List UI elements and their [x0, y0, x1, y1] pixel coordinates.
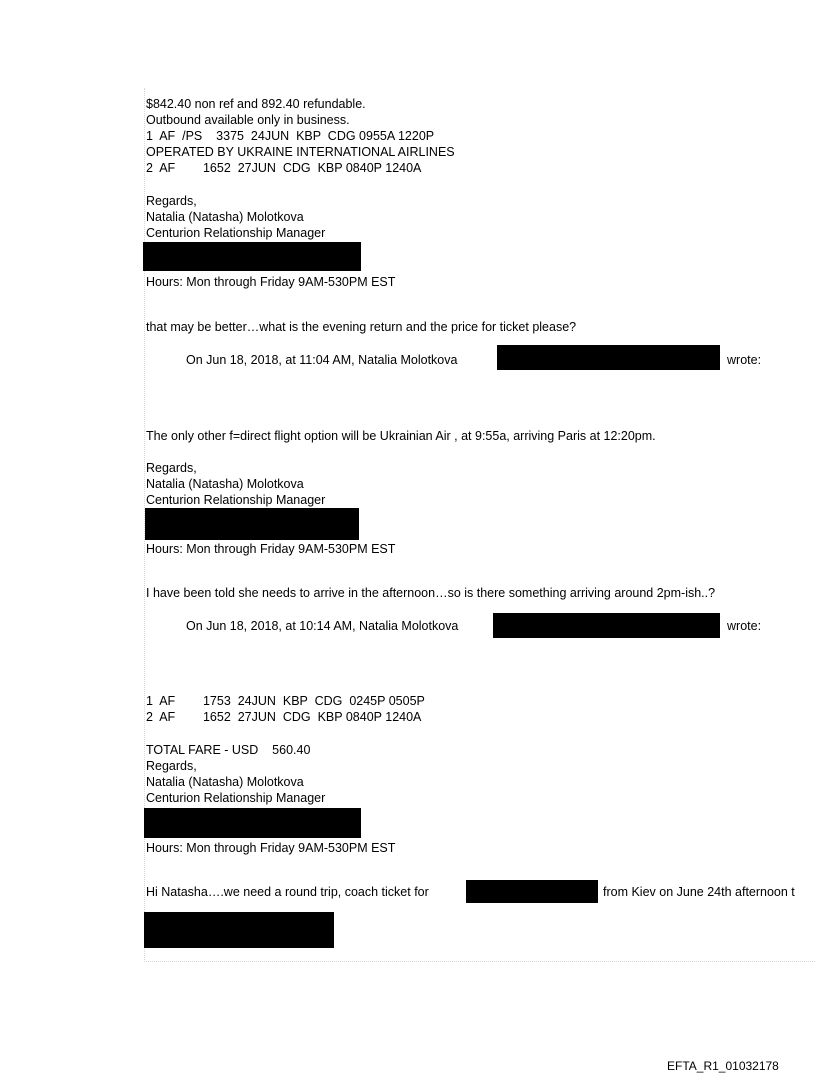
operated-by-line: OPERATED BY UKRAINE INTERNATIONAL AIRLINES: [146, 145, 455, 159]
availability-line: Outbound available only in business.: [146, 113, 350, 127]
quote-header-wrote: wrote:: [727, 353, 762, 367]
original-message-start: Hi Natasha….we need a round trip, coach ticket for: [146, 885, 429, 899]
redaction-box: [497, 345, 720, 370]
itinerary-line: 2 AF 1652 27JUN CDG KBP 0840P 1240A: [146, 161, 422, 175]
fare-line: $842.40 non ref and 892.40 refundable.: [146, 97, 366, 111]
signature-title: Centurion Relationship Manager: [146, 493, 326, 507]
signature-name: Natalia (Natasha) Molotkova: [146, 210, 304, 224]
signature-hours: Hours: Mon through Friday 9AM-530PM EST: [146, 542, 396, 556]
signature-hours: Hours: Mon through Friday 9AM-530PM EST: [146, 841, 396, 855]
signature-name: Natalia (Natasha) Molotkova: [146, 775, 304, 789]
redaction-box: [145, 508, 359, 540]
signature-name: Natalia (Natasha) Molotkova: [146, 477, 304, 491]
quote-header: On Jun 18, 2018, at 10:14 AM, Natalia Molotkova: [186, 619, 459, 633]
message-body: The only other f=direct flight option will be Ukrainian Air , at 9:55a, arriving Paris at 12:20pm.: [146, 429, 656, 443]
redaction-box: [493, 613, 720, 638]
document-id: EFTA_R1_01032178: [667, 1059, 779, 1073]
total-fare: TOTAL FARE - USD 560.40: [146, 743, 311, 757]
redaction-box: [143, 242, 361, 271]
signature-regards: Regards,: [146, 759, 197, 773]
signature-regards: Regards,: [146, 461, 197, 475]
quote-header-wrote: wrote:: [727, 619, 762, 633]
signature-title: Centurion Relationship Manager: [146, 226, 326, 240]
quote-header: On Jun 18, 2018, at 11:04 AM, Natalia Molotkova: [186, 353, 458, 367]
reply-body: that may be better…what is the evening return and the price for ticket please?: [146, 320, 577, 334]
itinerary-line: 1 AF 1753 24JUN KBP CDG 0245P 0505P: [146, 694, 425, 708]
itinerary-line: 1 AF /PS 3375 24JUN KBP CDG 0955A 1220P: [146, 129, 435, 143]
signature-title: Centurion Relationship Manager: [146, 791, 326, 805]
redaction-box: [466, 880, 598, 903]
reply-body: I have been told she needs to arrive in the afternoon…so is there something arriving around 2pm-ish..?: [146, 586, 716, 600]
redaction-box: [144, 912, 334, 948]
itinerary-line: 2 AF 1652 27JUN CDG KBP 0840P 1240A: [146, 710, 422, 724]
redaction-box: [144, 808, 361, 838]
original-message-end: from Kiev on June 24th afternoon t: [603, 885, 795, 899]
signature-regards: Regards,: [146, 194, 197, 208]
signature-hours: Hours: Mon through Friday 9AM-530PM EST: [146, 275, 396, 289]
